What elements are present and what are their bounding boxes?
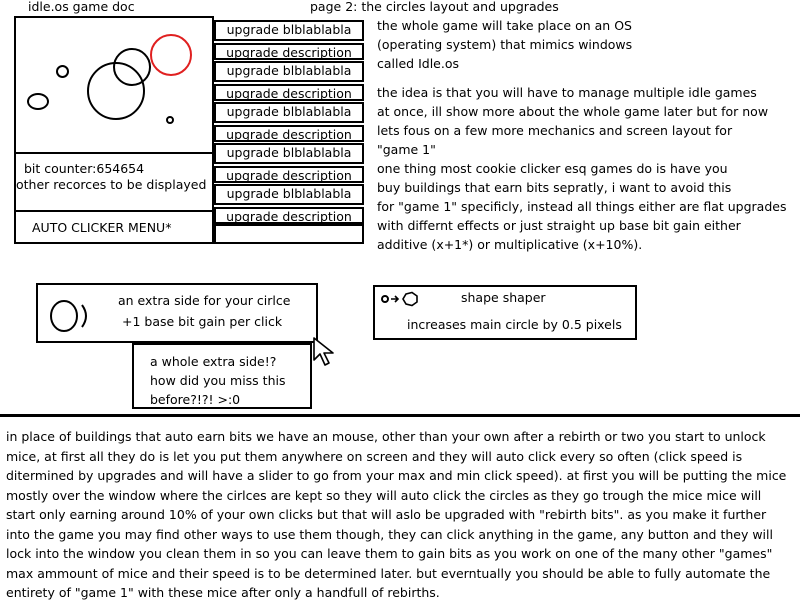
section-divider bbox=[0, 414, 800, 417]
upgrade-button-1[interactable]: upgrade blblablabla bbox=[214, 20, 364, 41]
example-upgrade-shape-shaper[interactable] bbox=[373, 285, 637, 340]
upgrade-description-1: upgrade description bbox=[214, 43, 364, 60]
upgrade-description-2: upgrade description bbox=[214, 84, 364, 101]
note-line: (operating system) that mimics windows bbox=[377, 37, 633, 52]
note-line: the idea is that you will have to manage multiple idle games bbox=[377, 85, 757, 100]
other-resources: other recorces to be displayed bbox=[16, 177, 207, 192]
upgrade-button-5[interactable]: upgrade blblablabla bbox=[214, 184, 364, 205]
example-upgrade-extra-side[interactable] bbox=[36, 283, 318, 343]
note-line: the whole game will take place on an OS bbox=[377, 18, 632, 33]
red-circle[interactable] bbox=[150, 34, 192, 76]
note-line: one thing most cookie clicker esq games do is have you bbox=[377, 161, 728, 176]
upgrade-name: shape shaper bbox=[461, 290, 546, 305]
circles-play-area[interactable] bbox=[14, 16, 214, 154]
tooltip-line: a whole extra side!? bbox=[150, 354, 277, 369]
upgrade-description-5: upgrade description bbox=[214, 207, 364, 224]
upgrade-effect: +1 base bit gain per click bbox=[122, 314, 283, 329]
upgrade-name: an extra side for your cirlce bbox=[118, 293, 291, 308]
tooltip-line: before?!?! >:0 bbox=[150, 392, 241, 407]
note-line: lets fous on a few more mechanics and screen layout for bbox=[377, 123, 733, 138]
note-line: for "game 1" specificly, instead all things either are flat upgrades bbox=[377, 199, 787, 214]
overlap-circle[interactable] bbox=[113, 48, 151, 86]
note-line: "game 1" bbox=[377, 142, 436, 157]
auto-clicker-menu-label: AUTO CLICKER MENU* bbox=[32, 220, 172, 235]
note-line: buy buildings that earn bits sepratly, i want to avoid this bbox=[377, 180, 732, 195]
small-circle[interactable] bbox=[56, 65, 69, 78]
auto-clicker-menu-button[interactable] bbox=[14, 210, 214, 244]
upgrade-button-3[interactable]: upgrade blblablabla bbox=[214, 102, 364, 123]
shape-grow-icon bbox=[379, 291, 423, 309]
note-line: with differnt effects or just straight up base bit gain either bbox=[377, 218, 741, 233]
mice-description-paragraph: in place of buildings that auto earn bits we have an mouse, other than your own after a rebirth or two you start to unlock mice, at first all they do is let you put them anywhere on screen and they will auto click every so often (click speed is ditermined by upgrades and will have a slider to go from your max and min click speed). at first you will be putting the mice mostly over the window where the cirlces are kept so they will auto click the circles as they go trough the mice mice will start only earning around 10% of your own clicks but that will aslo be upgraded with "rebirth bits". as you make it further into the game you may find other ways to use them though, they can click anything in the game, any button and they will lock into the window you clean them in so you can leave them to gain bits as you work on one of the many other "games" max ammount of mice and their speed is to be determined later. but everntually you should be able to fully automate the entirety of "game 1" with these mice after only a handfull of rebirths. bbox=[6, 429, 787, 600]
circle-with-side-icon bbox=[48, 297, 104, 337]
tiny-circle[interactable] bbox=[166, 116, 174, 124]
doc-title: idle.os game doc bbox=[28, 0, 135, 14]
note-line: called Idle.os bbox=[377, 56, 459, 71]
mouse-cursor-icon bbox=[312, 336, 340, 370]
upgrade-description-4: upgrade description bbox=[214, 166, 364, 183]
upgrade-button-2[interactable]: upgrade blblablabla bbox=[214, 61, 364, 82]
resources-panel bbox=[14, 152, 214, 212]
upgrade-empty-slot bbox=[214, 224, 364, 244]
oval-circle[interactable] bbox=[27, 93, 49, 110]
bit-counter: bit counter:654654 bbox=[24, 161, 145, 176]
upgrade-description-3: upgrade description bbox=[214, 125, 364, 142]
note-line: at once, ill show more about the whole game later but for now bbox=[377, 104, 769, 119]
upgrade-effect: increases main circle by 0.5 pixels bbox=[407, 317, 622, 332]
upgrade-tooltip bbox=[132, 343, 312, 409]
note-line: additive (x+1*) or multiplicative (x+10%). bbox=[377, 237, 643, 252]
upgrade-button-4[interactable]: upgrade blblablabla bbox=[214, 143, 364, 164]
tooltip-line: how did you miss this bbox=[150, 373, 286, 388]
page-title: page 2: the circles layout and upgrades bbox=[310, 0, 559, 14]
